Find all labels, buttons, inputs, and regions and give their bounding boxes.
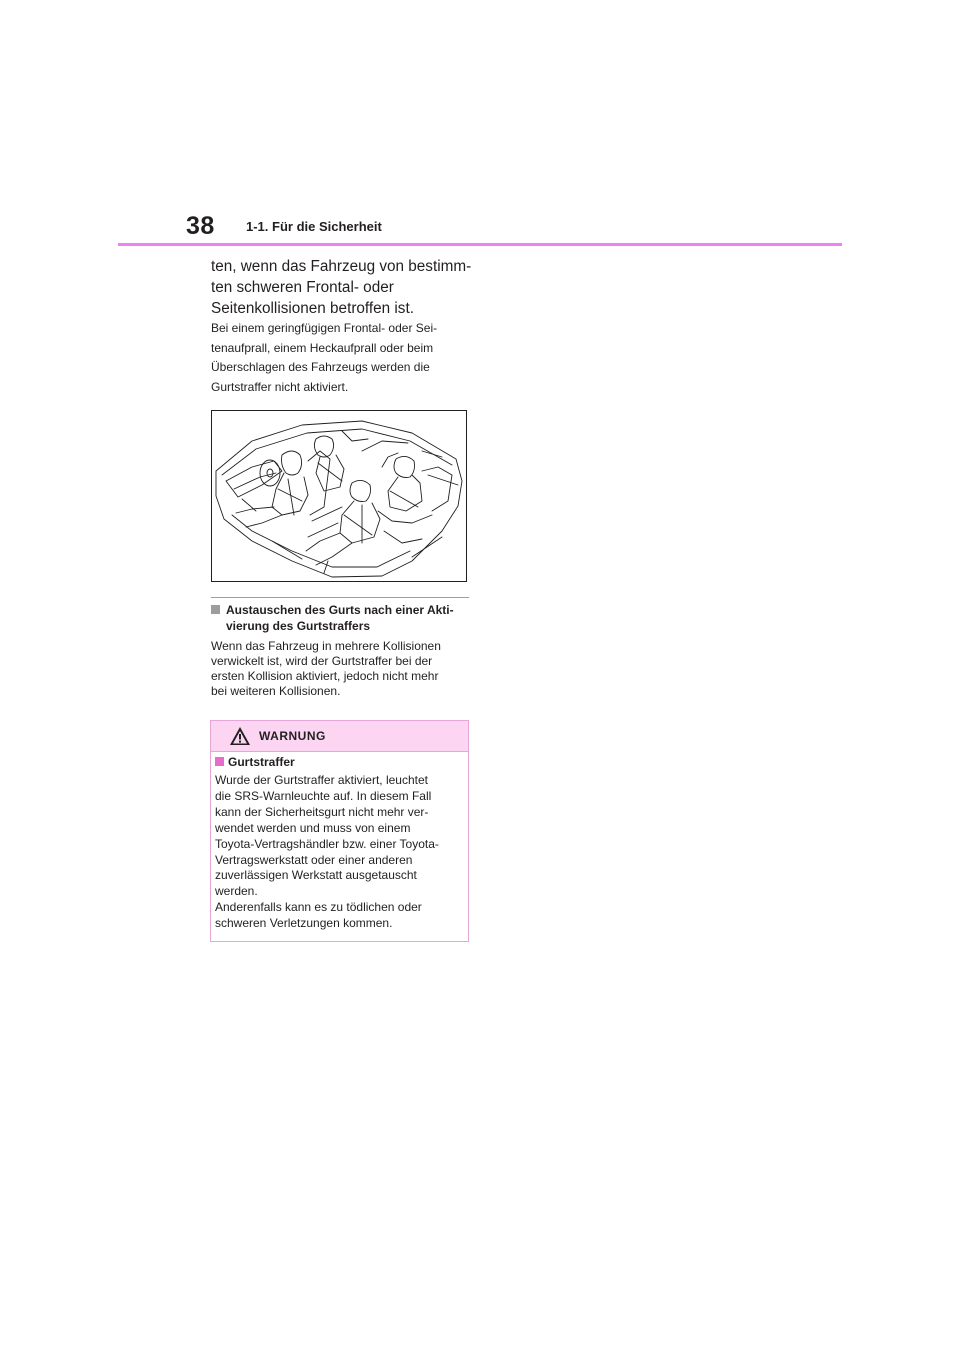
car-interior-drawing xyxy=(212,411,466,581)
body-line: bei weiteren Kollisionen. xyxy=(211,684,341,698)
section-title: 1-1. Für die Sicherheit xyxy=(246,219,382,234)
warning-line: werden. xyxy=(215,884,258,899)
lead-paragraph xyxy=(211,256,472,319)
warning-line: kann der Sicherheitsgurt nicht mehr ver- xyxy=(215,804,429,819)
warning-box xyxy=(210,720,469,942)
body-line: verwickelt ist, wird der Gurtstraffer bei der xyxy=(211,654,433,668)
lead-line: Seitenkollisionen betroffen ist. xyxy=(211,300,414,317)
warning-line: Anderenfalls kann es zu tödlichen oder xyxy=(215,900,422,915)
gray-square-icon xyxy=(211,605,220,614)
warning-line: die SRS-Warnleuchte auf. In diesem Fall xyxy=(215,788,432,803)
seatbelt-illustration xyxy=(211,410,467,582)
warning-body xyxy=(215,773,465,932)
subsection-heading-line: Austauschen des Gurts nach einer Akti- xyxy=(226,603,454,617)
warning-line: Wurde der Gurtstraffer aktiviert, leuchtet xyxy=(215,773,428,787)
warning-line: Vertragswerkstatt oder einer anderen xyxy=(215,852,413,867)
warning-triangle-icon xyxy=(229,726,251,751)
lead-line: ten schweren Frontal- oder xyxy=(211,279,394,296)
warning-line: zuverlässigen Werkstatt ausgetauscht xyxy=(215,868,417,883)
warning-line: schweren Verletzungen kommen. xyxy=(215,916,393,931)
note-line: tenaufprall, einem Heckaufprall oder beim xyxy=(211,340,434,355)
subsection-heading xyxy=(211,602,469,634)
page-number: 38 xyxy=(186,212,215,240)
warning-header xyxy=(211,721,468,752)
warning-subheading xyxy=(215,755,295,769)
body-line: ersten Kollision aktiviert, jedoch nicht mehr xyxy=(211,669,439,683)
lead-line: ten, wenn das Fahrzeug von bestimm- xyxy=(211,258,472,275)
note-paragraph xyxy=(211,319,469,397)
subsection-rule xyxy=(211,597,469,598)
note-line: Bei einem geringfügigen Frontal- oder Sei- xyxy=(211,321,438,335)
body-line: Wenn das Fahrzeug in mehrere Kollisionen xyxy=(211,639,441,653)
warning-line: Toyota-Vertragshändler bzw. einer Toyota- xyxy=(215,836,439,851)
warning-subheading-text: Gurtstraffer xyxy=(228,755,295,769)
pink-square-icon xyxy=(215,757,224,766)
warning-title: WARNUNG xyxy=(259,729,326,743)
note-line: Gurtstraffer nicht aktiviert. xyxy=(211,379,349,394)
header-rule xyxy=(118,243,842,246)
warning-line: wendet werden und muss von einem xyxy=(215,820,411,835)
subsection-heading-line: vierung des Gurtstraffers xyxy=(226,619,371,633)
note-line: Überschlagen des Fahrzeugs werden die xyxy=(211,360,430,374)
subsection-body xyxy=(211,639,469,699)
